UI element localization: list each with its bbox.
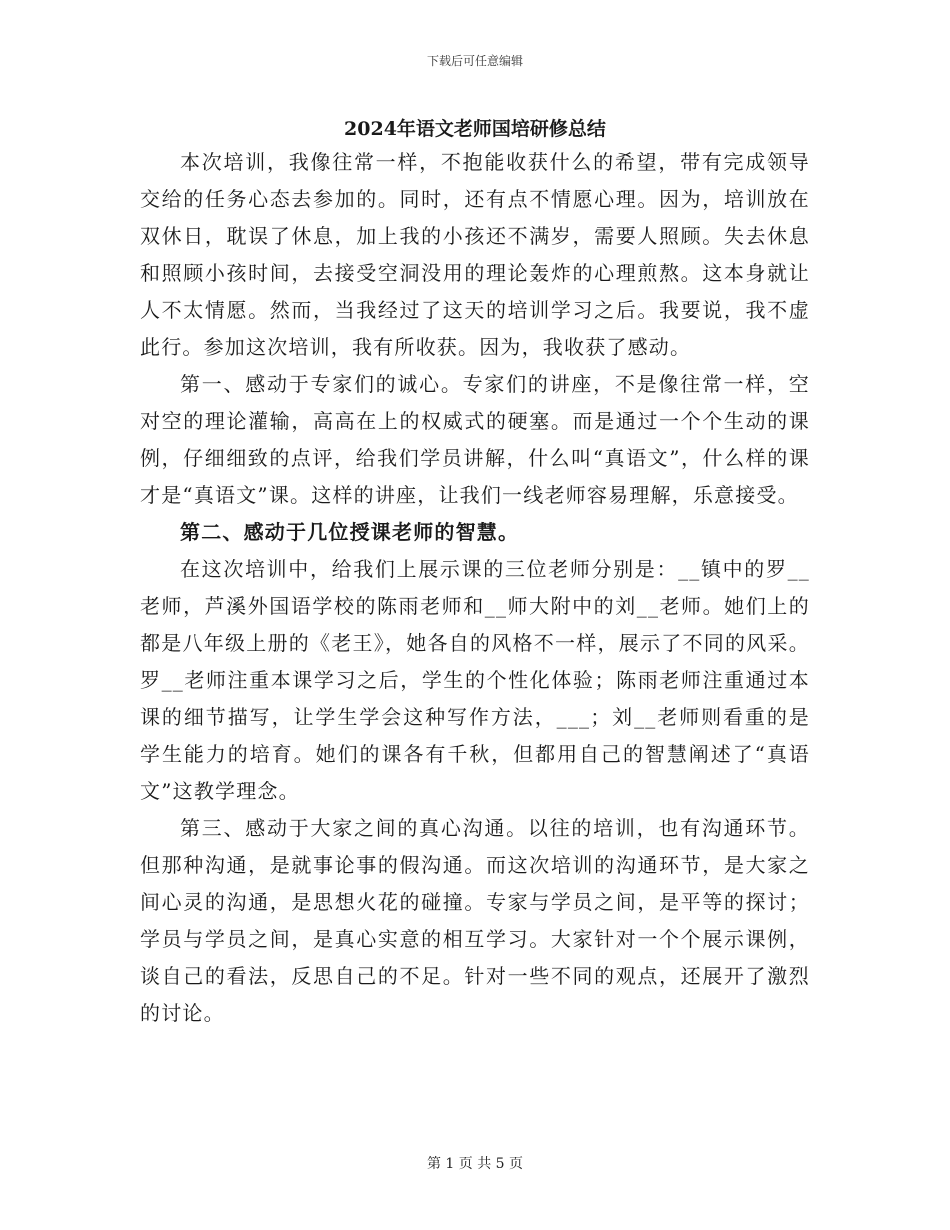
document-title: 2024年语文老师国培研修总结 [344,118,606,140]
document-body [140,144,810,1032]
paragraph-intro: 本次培训，我像往常一样，不抱能收获什么的希望，带有完成领导交给的任务心态去参加的。同时，还有点不情愿心理。因为，培训放在双休日，耽误了休息，加上我的小孩还不满岁，需要人照顾。失去休息和照顾小孩时间，去接受空洞没用的理论轰炸的心理煎熬。这本身就让人不太情愿。然而，当我经过了这天的培训学习之后。我要说，我不虚此行。参加这次培训，我有所收获。因为，我收获了感动。 [140,150,810,359]
paragraph-point-one: 第一、感动于专家们的诚心。专家们的讲座，不是像往常一样，空对空的理论灌输，高高在上的权威式的硬塞。而是通过一个个生动的课例，仔细细致的点评，给我们学员讲解，什么叫“真语文”，什么样的课才是“真语文”课。这样的讲座，让我们一线老师容易理解，乐意接受。 [140,372,810,507]
page-header: 下载后可任意编辑 [426,54,523,68]
page-footer: 第 1 页 共 5 页 [426,1156,524,1172]
paragraph-point-three: 第三、感动于大家之间的真心沟通。以往的培训，也有沟通环节。但那种沟通，是就事论事的假沟通。而这次培训的沟通环节，是大家之间心灵的沟通，是思想火花的碰撞。专家与学员之间，是平等的探讨；学员与学员之间，是真心实意的相互学习。大家针对一个个展示课例，谈自己的看法，反思自己的不足。针对一些不同的观点，还展开了激烈的讨论。 [140,816,810,1025]
paragraph-point-two: 在这次培训中，给我们上展示课的三位老师分别是：__镇中的罗__老师，芦溪外国语学校的陈雨老师和__师大附中的刘__老师。她们上的都是八年级上册的《老王》，她各自的风格不一样，展示了不同的风采。罗__老师注重本课学习之后，学生的个性化体验；陈雨老师注重通过本课的细节描写，让学生学会这种写作方法，___；刘__老师则看重的是学生能力的培育。她们的课各有千秋，但都用自己的智慧阐述了“真语文”这教学理念。 [140,557,810,803]
section-heading-point-two: 第二、感动于几位授课老师的智慧。 [180,520,520,544]
